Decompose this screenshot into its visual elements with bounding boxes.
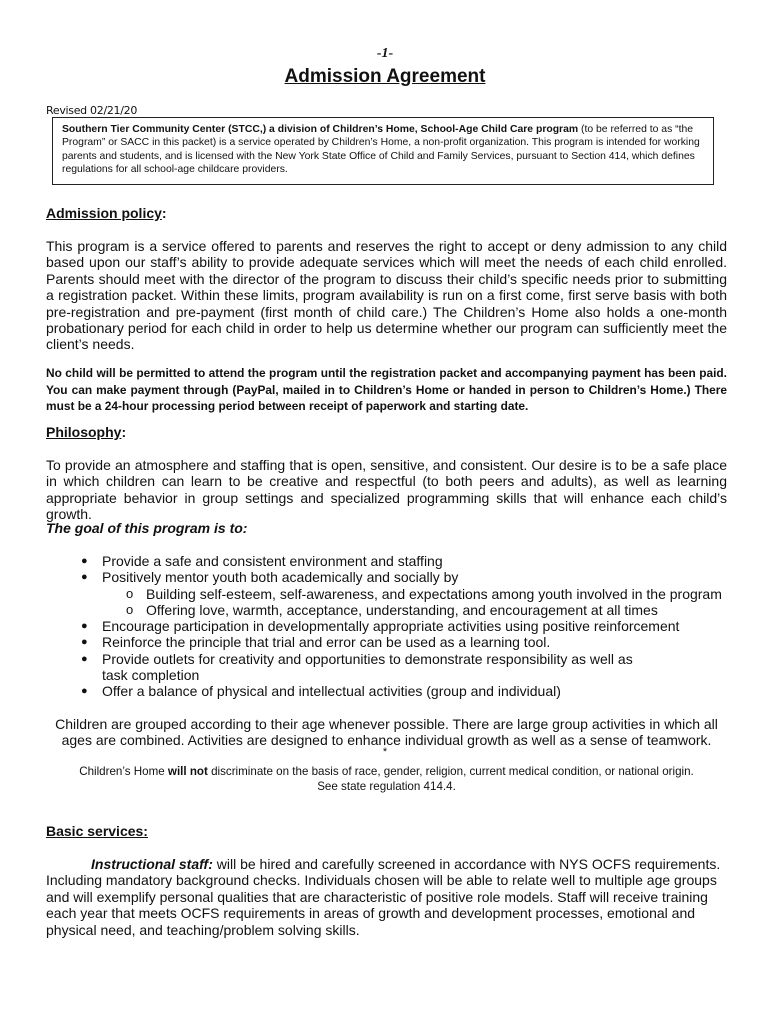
nondiscrimination-bold: will not: [167, 765, 208, 778]
list-item: ● Positively mentor youth both academically and socially by: [46, 569, 727, 585]
list-item: ● Reinforce the principle that trial and error can be used as a learning tool.: [46, 634, 727, 650]
revised-date: Revised 02/21/20: [46, 104, 138, 117]
admission-heading-colon: :: [161, 205, 167, 221]
philosophy-heading: [46, 424, 126, 440]
philosophy-paragraph: To provide an atmosphere and staffing that is open, sensitive, and consistent. Our desire is to be a safe place in which children can learn to be creative and respectful (to both peers and adults), as well as learning appropriate behavior in group settings and specialized programming skills that will enhance each child’s growth.: [46, 457, 727, 523]
list-item: ● Encourage participation in developmentally appropriate activities using positive reinforcement: [46, 618, 727, 634]
page-title: [0, 66, 770, 88]
list-item: o Offering love, warmth, acceptance, understanding, and encouragement at all times: [46, 602, 727, 618]
payment-notice: No child will be permitted to attend the program until the registration packet and accompanying payment has been paid. You can make payment through (PayPal, mailed in to Children’s Home or handed in person to Children’s Home.) There must be a 24-hour processing period between receipt of paperwork and starting date.: [46, 366, 727, 413]
instructional-staff-text: will be hired and carefully screened in accordance with NYS OCFS requirements. Including mandatory background checks. Individuals chosen will be able to relate well to multiple age groups and will exemplify personal qualities that are characteristic of positive role models. Staff will receive training each year that meets OCFS requirements in areas of growth and development processes, emotional and physical need, and teaching/problem solving skills.: [46, 856, 721, 938]
list-item: o Building self-esteem, self-awareness, and expectations among youth involved in the program: [46, 586, 727, 602]
list-item: ● Offer a balance of physical and intellectual activities (group and individual): [46, 683, 727, 699]
regulation-reference: See state regulation 414.4.: [317, 780, 456, 793]
grouping-paragraph: Children are grouped according to their age whenever possible. There are large group activities in which all ages are combined. Activities are designed to enhance individual growth as well as a sense of teamwork.: [55, 716, 718, 749]
page-number: -1-: [376, 46, 394, 61]
instructional-staff-paragraph: [46, 856, 727, 938]
intro-box: [52, 117, 714, 185]
philosophy-heading-text: Philosophy: [46, 424, 122, 440]
nondiscrimination-statement: [46, 764, 727, 794]
goals-list: [46, 553, 727, 700]
basic-services-heading: [46, 823, 148, 839]
philosophy-heading-colon: :: [121, 424, 127, 440]
list-item: ● Provide outlets for creativity and opportunities to demonstrate responsibility as well as task completion: [46, 651, 727, 684]
instructional-staff-lead: Instructional staff:: [91, 856, 213, 872]
asterisk-divider: *: [382, 746, 388, 758]
nondiscrimination-post: discriminate on the basis of race, gender, religion, current medical condition, or national origin.: [207, 765, 694, 778]
goals-heading: The goal of this program is to:: [46, 520, 248, 536]
list-item: ● Provide a safe and consistent environment and staffing: [46, 553, 727, 569]
basic-services-heading-text: Basic services:: [46, 823, 148, 839]
admission-policy-heading: [46, 205, 167, 221]
admission-paragraph: This program is a service offered to parents and reserves the right to accept or deny admission to any child based upon our staff’s ability to provide adequate services which will meet the needs of each child enrolled. Parents should meet with the director of the program to discuss their child’s specific needs prior to submitting a registration packet. Within these limits, program availability is run on a first come, first serve basis with both pre-registration and pre-payment (first month of child care.) The Children’s Home also holds a one-month probationary period for each child in order to help us determine whether our program can sufficiently meet the client’s needs.: [46, 238, 727, 353]
nondiscrimination-pre: Children’s Home: [79, 765, 168, 778]
intro-bold-text: Southern Tier Community Center (STCC,) a division of Children’s Home, School-Age Child Care program: [62, 124, 579, 135]
page-title-text: Admission Agreement: [284, 66, 486, 87]
intro-text: (to be referred to as “the Program” or SACC in this packet) is a service operated by Children’s Home, a non-profit organization. This program is intended for working parents and students, and is licensed with the New York State Office of Child and Family Services, pursuant to Section 414, which defines regulations for all school-age childcare providers.: [62, 124, 700, 175]
admission-heading-text: Admission policy: [46, 205, 162, 221]
